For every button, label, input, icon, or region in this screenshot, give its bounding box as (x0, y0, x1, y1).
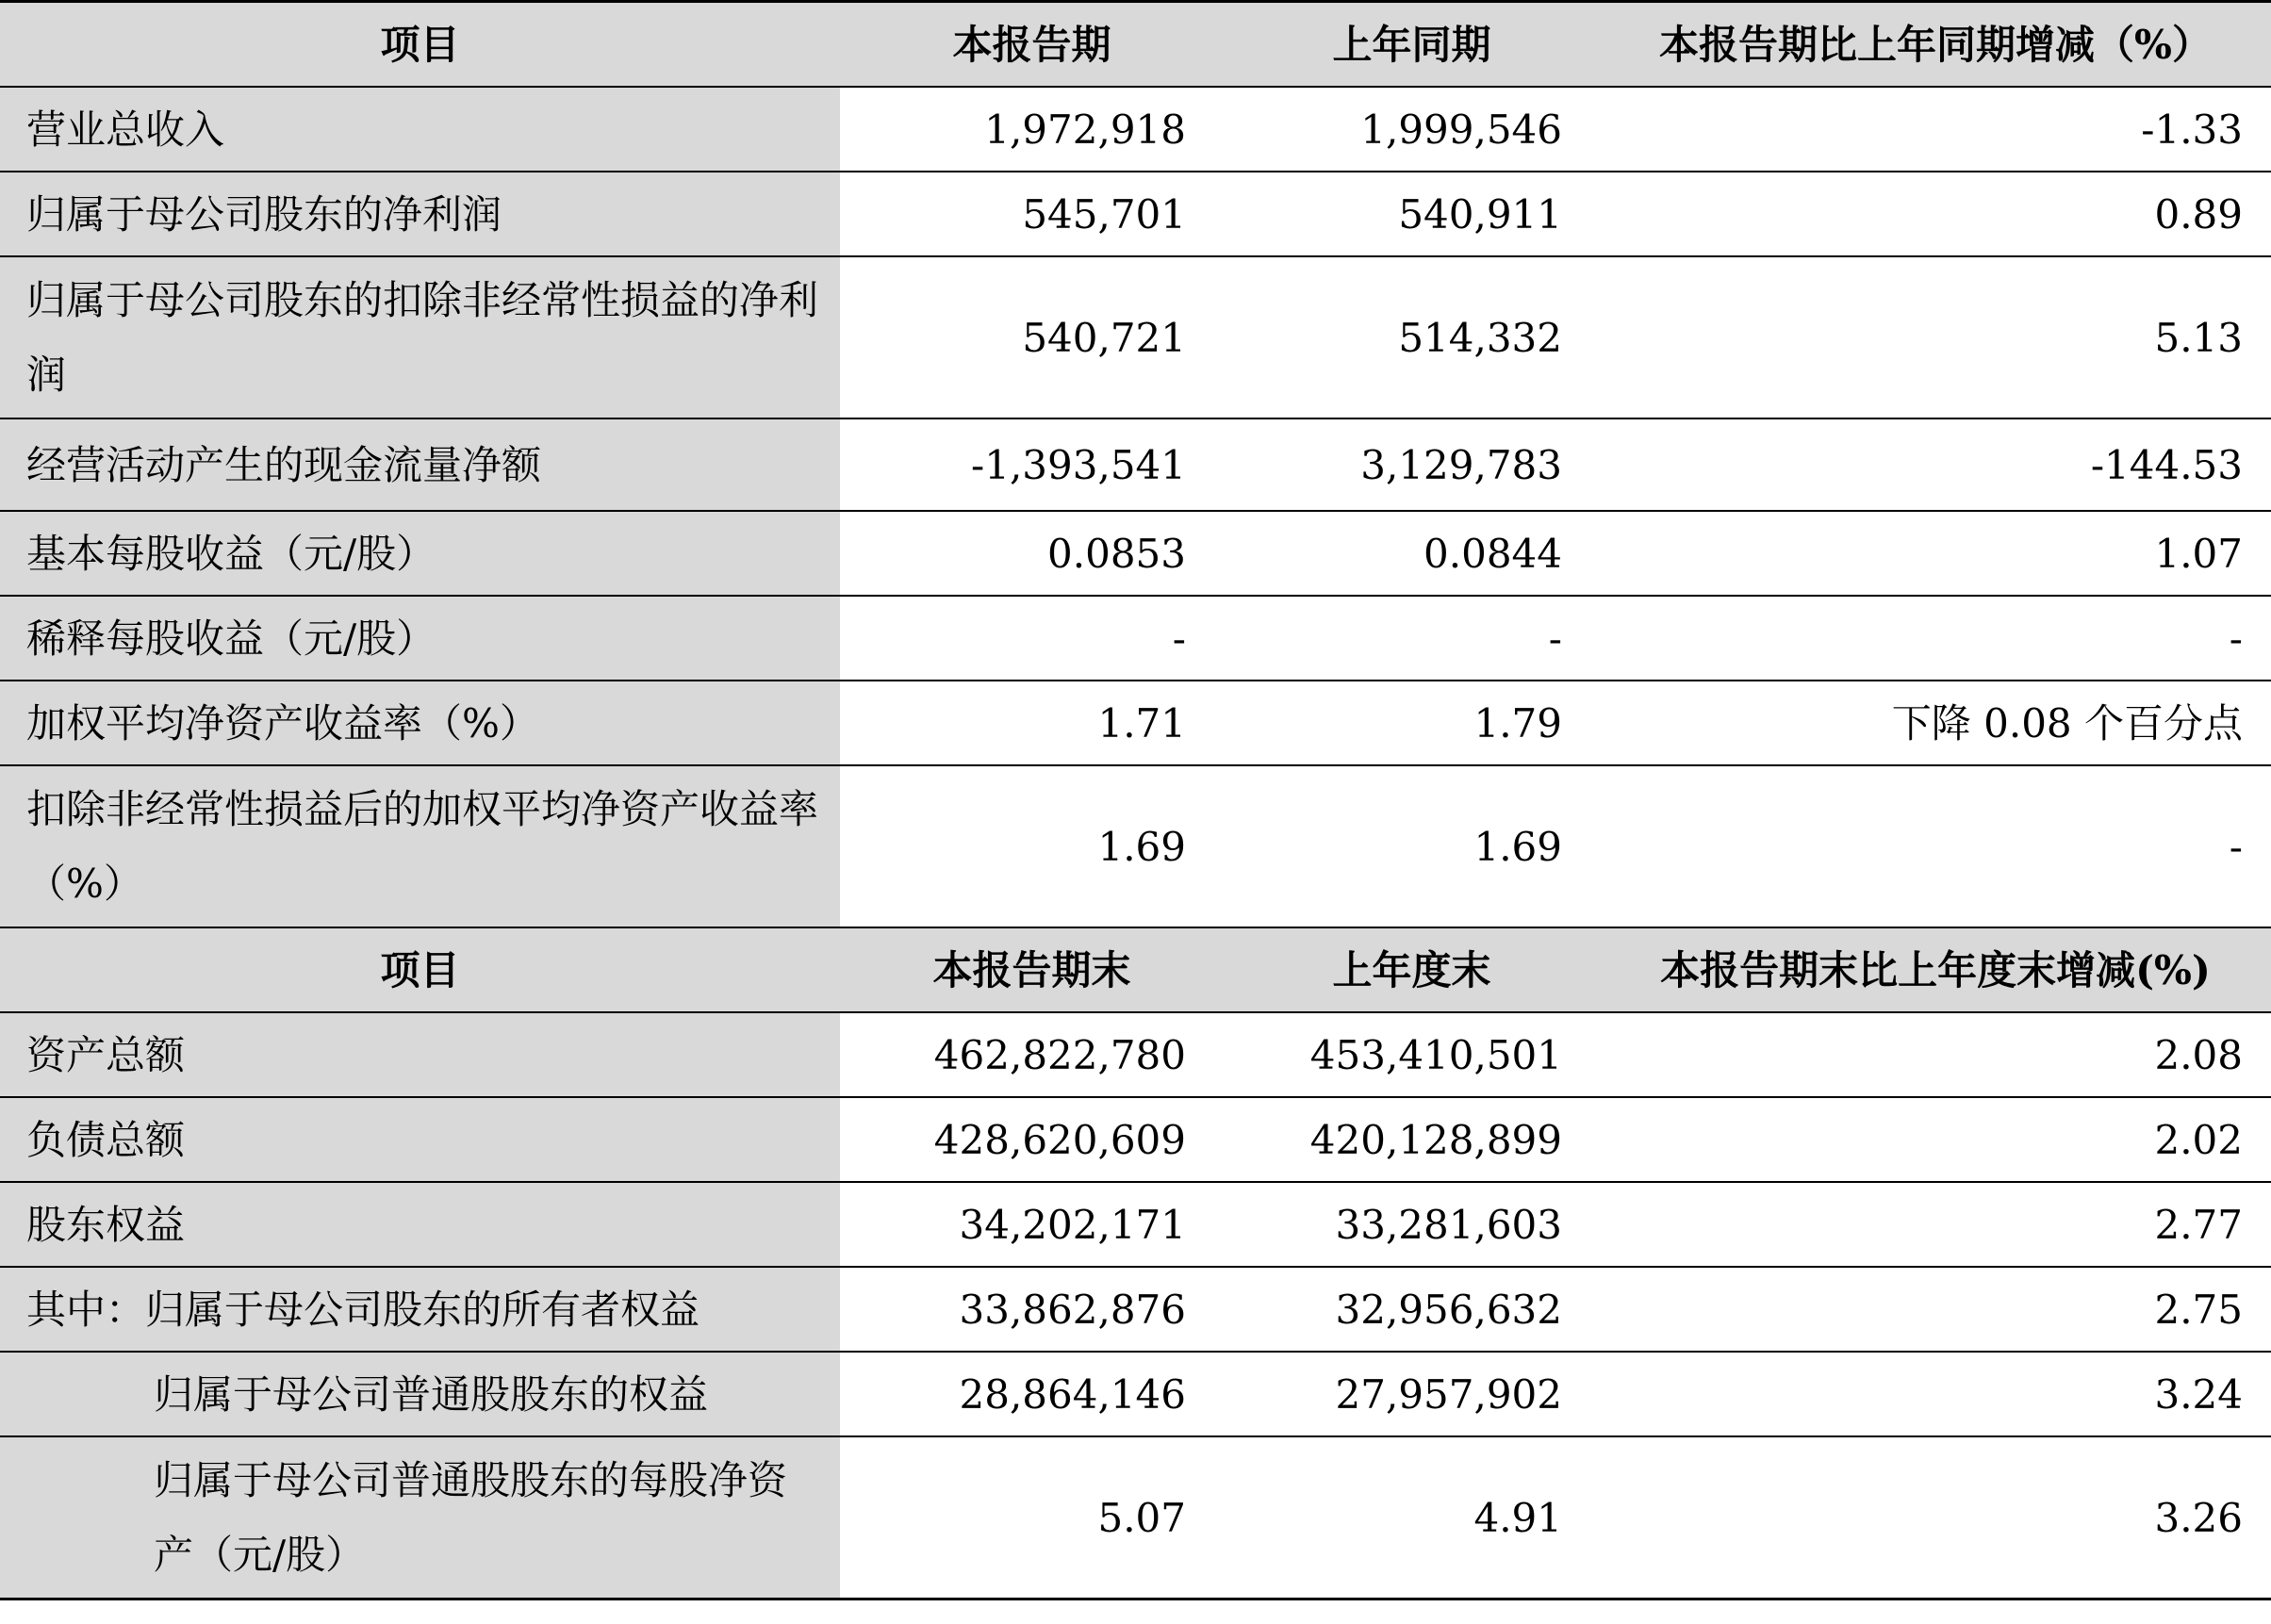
previous-value: 1,999,546 (1224, 87, 1600, 172)
column-header-change-pct: 本报告期末比上年度末增减(%) (1600, 927, 2271, 1012)
column-header-period-end: 本报告期末 (840, 927, 1224, 1012)
table-row (0, 87, 2271, 172)
table-row (0, 1012, 2271, 1097)
previous-value: 1.69 (1224, 765, 1600, 927)
section2-header-row (0, 927, 2271, 1012)
change-value: - (1600, 596, 2271, 681)
previous-value: 420,128,899 (1224, 1097, 1600, 1182)
current-value: 462,822,780 (840, 1012, 1224, 1097)
table-row (0, 1267, 2271, 1352)
current-value: 428,620,609 (840, 1097, 1224, 1182)
change-value: 2.77 (1600, 1182, 2271, 1267)
current-value: 1,972,918 (840, 87, 1224, 172)
table-row (0, 511, 2271, 596)
row-label: 股东权益 (0, 1182, 840, 1267)
row-label: 营业总收入 (0, 87, 840, 172)
row-label: 归属于母公司普通股股东的权益 (0, 1352, 840, 1436)
previous-value: 540,911 (1224, 172, 1600, 256)
previous-value: 0.0844 (1224, 511, 1600, 596)
change-value: 1.07 (1600, 511, 2271, 596)
table-row (0, 1097, 2271, 1182)
row-label: 资产总额 (0, 1012, 840, 1097)
previous-value: 514,332 (1224, 256, 1600, 418)
change-value: 2.08 (1600, 1012, 2271, 1097)
row-label: 归属于母公司普通股股东的每股净资产（元/股） (0, 1436, 840, 1599)
previous-value: 1.79 (1224, 681, 1600, 765)
column-header-change-pct: 本报告期比上年同期增减（%） (1600, 2, 2271, 88)
current-value: - (840, 596, 1224, 681)
previous-value: 453,410,501 (1224, 1012, 1600, 1097)
previous-value: 3,129,783 (1224, 418, 1600, 511)
change-value: -144.53 (1600, 418, 2271, 511)
previous-value: 33,281,603 (1224, 1182, 1600, 1267)
table-row (0, 256, 2271, 418)
column-header-prior-year-end: 上年度末 (1224, 927, 1600, 1012)
table-row (0, 681, 2271, 765)
change-value: 2.02 (1600, 1097, 2271, 1182)
previous-value: 4.91 (1224, 1436, 1600, 1599)
table-row (0, 765, 2271, 927)
table-row (0, 1182, 2271, 1267)
change-value: 0.89 (1600, 172, 2271, 256)
table-row (0, 172, 2271, 256)
column-header-item: 项目 (0, 927, 840, 1012)
current-value: 545,701 (840, 172, 1224, 256)
change-value: -1.33 (1600, 87, 2271, 172)
row-label: 其中：归属于母公司股东的所有者权益 (0, 1267, 840, 1352)
change-value: 5.13 (1600, 256, 2271, 418)
change-value: 3.26 (1600, 1436, 2271, 1599)
previous-value: 32,956,632 (1224, 1267, 1600, 1352)
current-value: 0.0853 (840, 511, 1224, 596)
change-value: 2.75 (1600, 1267, 2271, 1352)
current-value: 33,862,876 (840, 1267, 1224, 1352)
current-value: 34,202,171 (840, 1182, 1224, 1267)
row-label: 基本每股收益（元/股） (0, 511, 840, 596)
table-row (0, 596, 2271, 681)
change-value: - (1600, 765, 2271, 927)
row-label: 稀释每股收益（元/股） (0, 596, 840, 681)
row-label: 经营活动产生的现金流量净额 (0, 418, 840, 511)
current-value: 1.69 (840, 765, 1224, 927)
previous-value: - (1224, 596, 1600, 681)
table-row (0, 1352, 2271, 1436)
row-label: 加权平均净资产收益率（%） (0, 681, 840, 765)
row-label: 负债总额 (0, 1097, 840, 1182)
column-header-item: 项目 (0, 2, 840, 88)
row-label: 归属于母公司股东的净利润 (0, 172, 840, 256)
row-label: 归属于母公司股东的扣除非经常性损益的净利润 (0, 256, 840, 418)
section1-header-row (0, 2, 2271, 88)
current-value: 540,721 (840, 256, 1224, 418)
current-value: 28,864,146 (840, 1352, 1224, 1436)
row-label: 扣除非经常性损益后的加权平均净资产收益率（%） (0, 765, 840, 927)
table-row (0, 418, 2271, 511)
current-value: -1,393,541 (840, 418, 1224, 511)
change-value: 3.24 (1600, 1352, 2271, 1436)
table-row (0, 1436, 2271, 1599)
column-header-current-period: 本报告期 (840, 2, 1224, 88)
current-value: 5.07 (840, 1436, 1224, 1599)
previous-value: 27,957,902 (1224, 1352, 1600, 1436)
column-header-prior-period: 上年同期 (1224, 2, 1600, 88)
change-value: 下降 0.08 个百分点 (1600, 681, 2271, 765)
current-value: 1.71 (840, 681, 1224, 765)
